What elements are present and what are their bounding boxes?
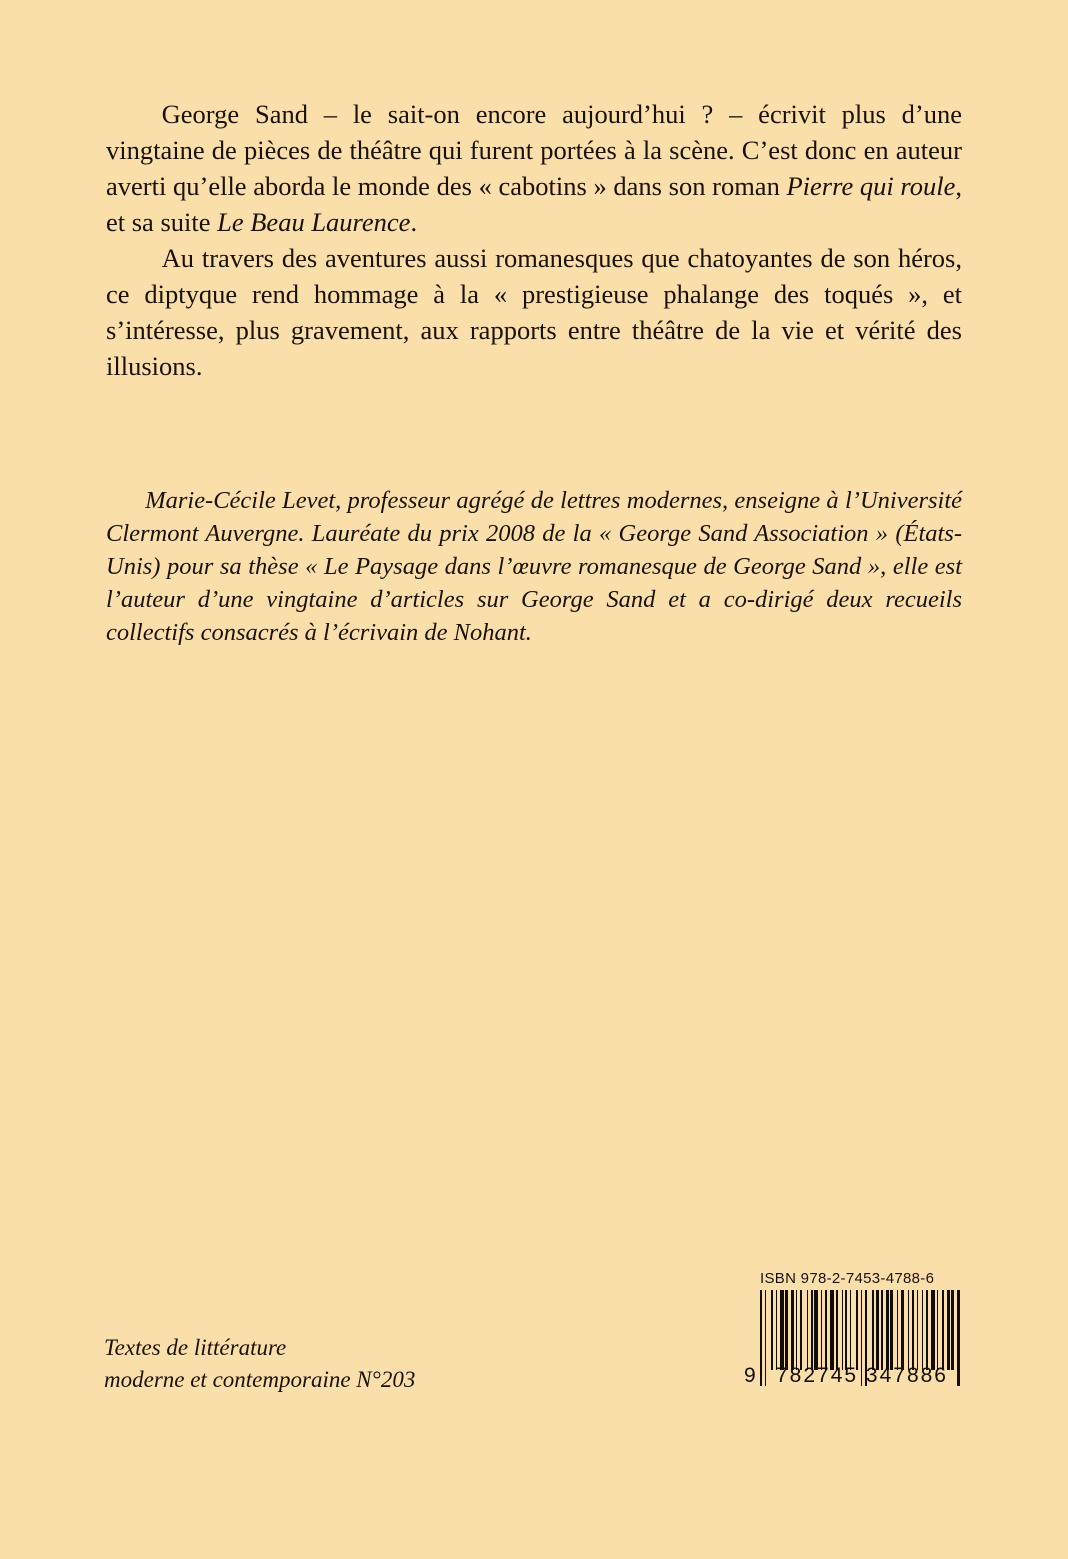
blurb-paragraph-2: Au travers des aventures aussi romanesques que chatoyantes de son héros, ce diptyque rend hommage à la « prestigieuse phalange des toqués », et s’intéresse, plus gravement, aux rapports entre théâtre de la vie et vérité des illusions. [106, 243, 962, 381]
barcode-frame [744, 1290, 962, 1387]
blurb-p1-segment-2: , et sa suite [106, 171, 962, 237]
blurb-p1-segment-3: . [410, 207, 418, 237]
blurb-p1-segment-1: George Sand – le sait-on encore aujourd’hui ? – écrivit plus d’une vingtaine de pièces de théâtre qui furent portées à la scène. C’est donc en auteur averti qu’elle aborda le monde des « cabotins » dans son roman [106, 99, 962, 201]
author-biography-text: Marie-Cécile Levet, professeur agrégé de lettres modernes, enseigne à l’Université Clermont Auvergne. Lauréate du prix 2008 de la « George Sand Association » (États-Unis) pour sa thèse « Le Paysage dans l’œuvre romanesque de George Sand », elle est l’auteur d’une vingtaine d’articles sur George Sand et a co-dirigé deux recueils collectifs consacrés à l’écrivain de Nohant. [106, 487, 962, 646]
book-blurb [106, 96, 962, 384]
blurb-paragraph-1 [106, 96, 962, 240]
series-info [104, 1332, 415, 1396]
blurb-book-title-2: Le Beau Laurence [217, 207, 411, 237]
barcode-digits-main: 782745 347886 [776, 1364, 948, 1387]
series-line-1: Textes de littérature [104, 1335, 287, 1360]
barcode-block [744, 1270, 962, 1387]
blurb-book-title-1: Pierre qui roule [786, 171, 956, 201]
series-line-2: moderne et contemporaine N°203 [104, 1367, 416, 1392]
barcode-digit-lead: 9 [744, 1364, 758, 1387]
isbn-label: ISBN 978-2-7453-4788-6 [760, 1270, 935, 1287]
author-biography [106, 484, 962, 649]
